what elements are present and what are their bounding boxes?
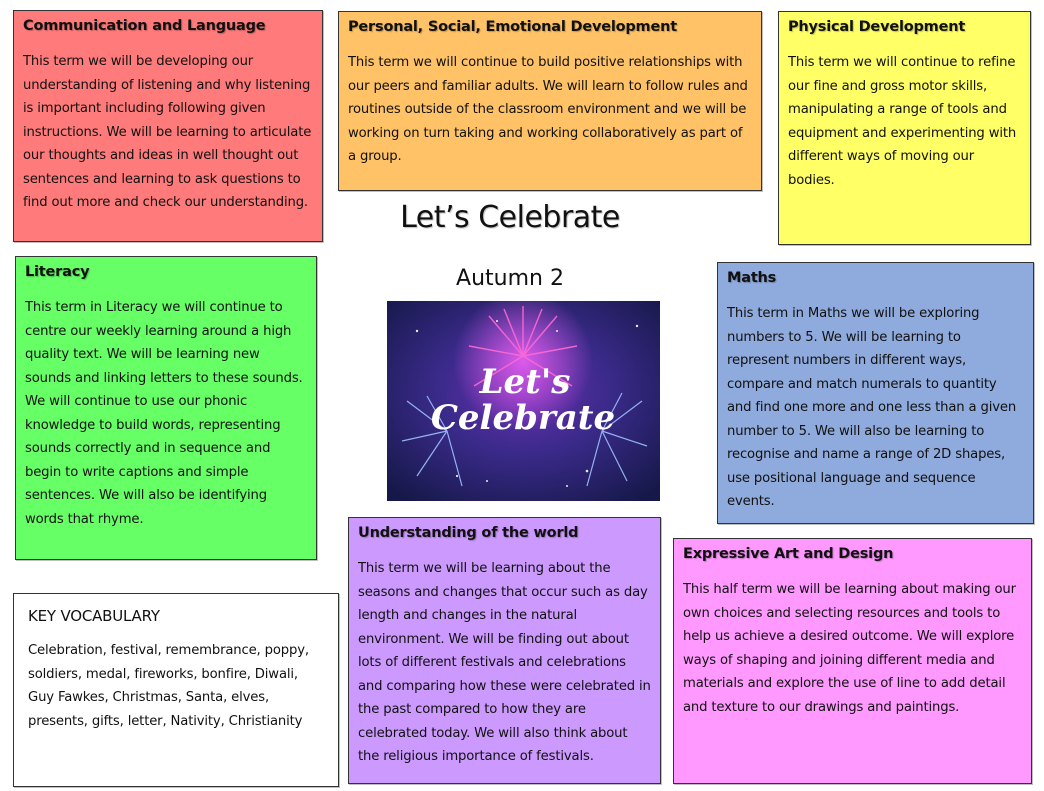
communication-body: This term we will be developing our understanding of listening and why listening is important including following given instructions. We will be learning to articulate our thoughts and ideas in well thought out sentences and learning to ask questions to find out more and check our understanding.	[23, 54, 312, 210]
maths-heading: Maths	[727, 270, 777, 286]
communication-language-box	[13, 10, 323, 242]
communication-heading: Communication and Language	[23, 18, 266, 34]
understanding-body: This term we will be learning about the seasons and changes that occur such as day length and changes in the natural environment. We will be finding out about lots of different festivals and celebrations and comparing how these were celebrated in the past compared to how they are celebrated today. We will also think about the religious importance of festivals.	[358, 561, 651, 764]
physical-body: This term we will continue to refine our fine and gross motor skills, manipulating a range of tools and equipment and experimenting with different ways of moving our bodies.	[788, 55, 1017, 188]
expressive-heading: Expressive Art and Design	[683, 546, 894, 562]
physical-heading: Physical Development	[788, 19, 966, 35]
key-vocabulary-box	[13, 593, 339, 787]
page-title: Let’s Celebrate	[400, 200, 620, 235]
expressive-art-box	[673, 538, 1032, 784]
psed-heading: Personal, Social, Emotional Development	[348, 19, 677, 35]
maths-box	[717, 262, 1034, 524]
literacy-body: This term in Literacy we will continue to centre our weekly learning around a high quality text. We will be learning new sounds and linking letters to these sounds. We will continue to use our phonic knowledge to build words, representing sounds correctly and in sequence and begin to write captions and simple sentences. We will also be identifying words that rhyme.	[25, 300, 303, 527]
lets-celebrate-banner	[387, 301, 660, 501]
psed-body: This term we will continue to build positive relationships with our peers and familiar adults. We will learn to follow rules and routines outside of the classroom environment and we will be working on turn taking and working collaboratively as part of a group.	[348, 55, 748, 164]
fireworks-illustration	[387, 301, 660, 501]
vocabulary-body: Celebration, festival, remembrance, poppy, soldiers, medal, fireworks, bonfire, Diwali, Guy Fawkes, Christmas, Santa, elves, presents, gifts, letter, Nativity, Christianity	[28, 643, 309, 729]
banner-celebrate-text: Celebrate	[430, 398, 616, 438]
understanding-heading: Understanding of the world	[358, 525, 579, 541]
vocabulary-heading: KEY VOCABULARY	[28, 607, 160, 625]
banner-lets-text: Let's	[479, 362, 571, 402]
physical-development-box	[778, 11, 1031, 245]
literacy-box	[15, 256, 317, 560]
psed-box	[338, 11, 762, 191]
maths-body: This term in Maths we will be exploring numbers to 5. We will be learning to represent numbers in different ways, compare and match numerals to quantity and find one more and one less than a given number to 5. We will also be learning to recognise and name a range of 2D shapes, use positional language and sequence events.	[727, 306, 1017, 509]
understanding-world-box	[348, 517, 661, 784]
expressive-body: This half term we will be learning about making our own choices and selecting resources and tools to help us achieve a desired outcome. We will explore ways of shaping and joining different media and materials and explore the use of line to add detail and texture to our drawings and paintings.	[683, 582, 1016, 715]
literacy-heading: Literacy	[25, 264, 90, 280]
page-subtitle: Autumn 2	[456, 266, 564, 291]
